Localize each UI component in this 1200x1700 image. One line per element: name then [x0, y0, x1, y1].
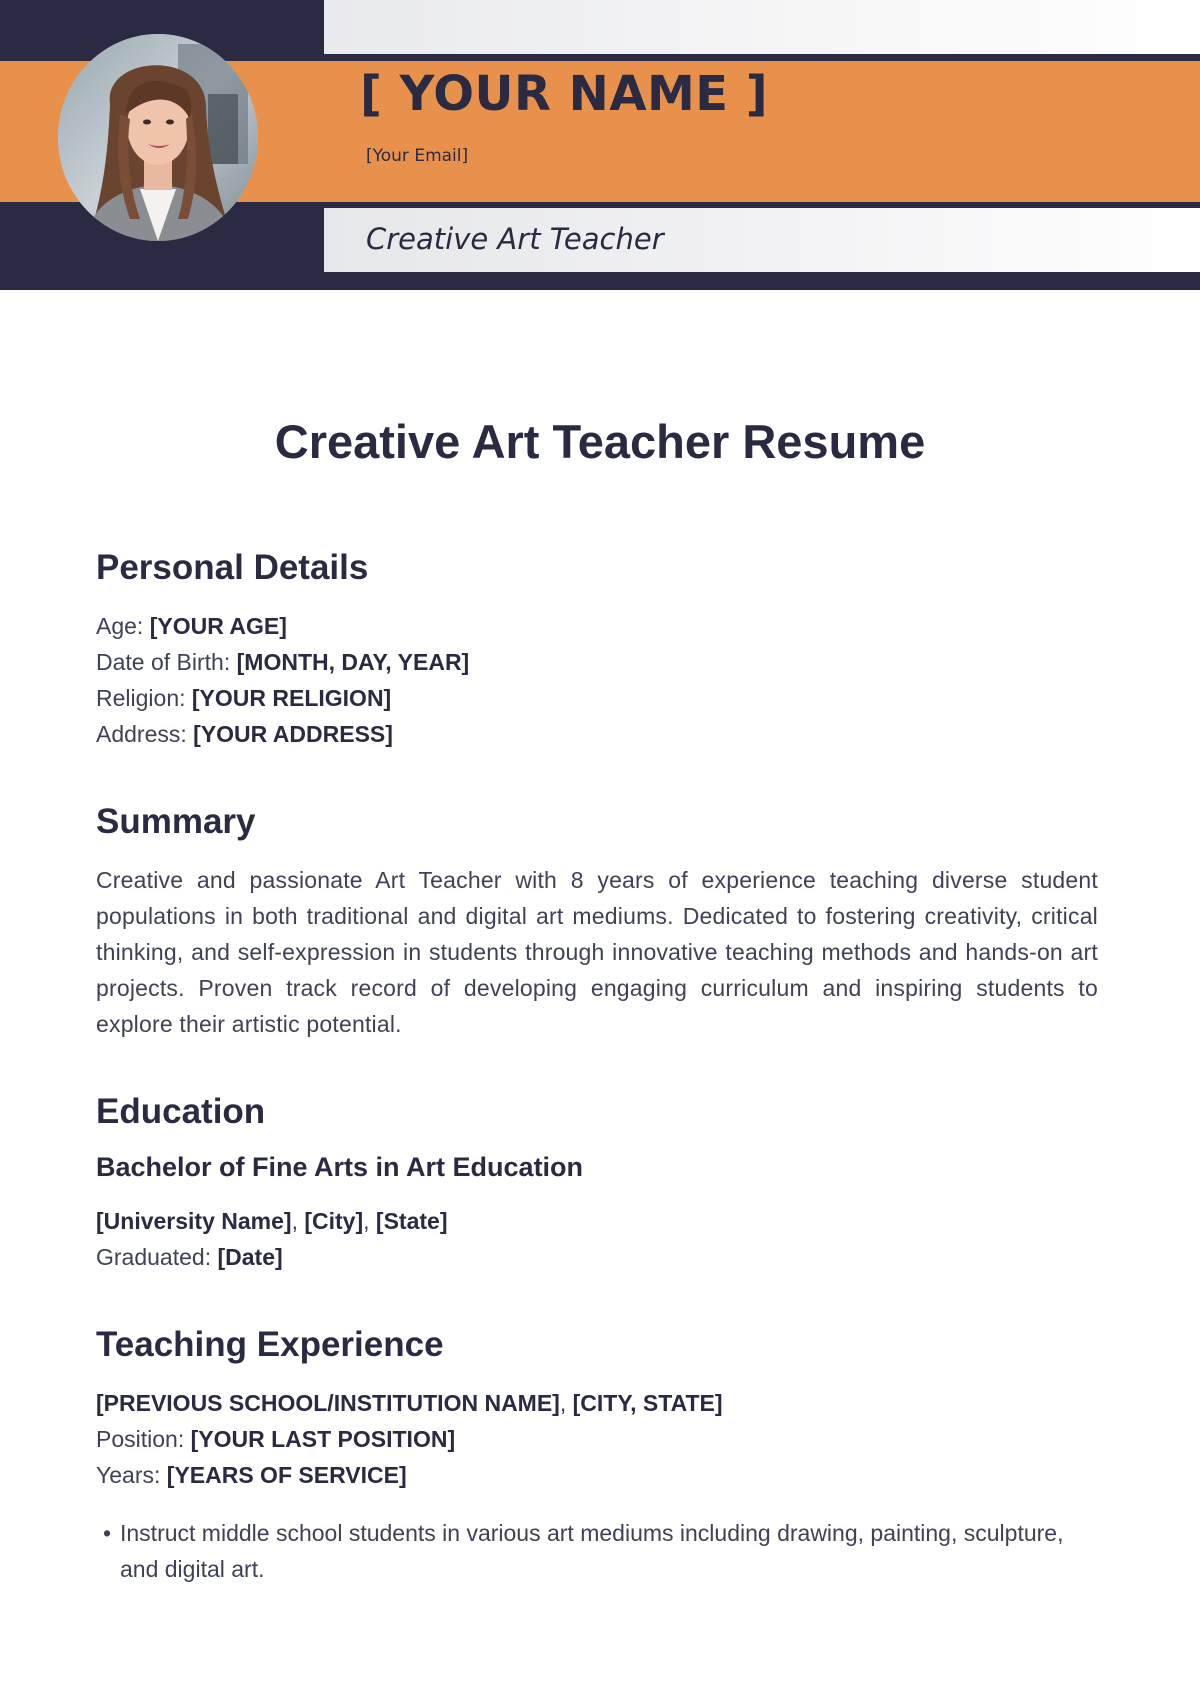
- responsibilities-list: [96, 1515, 1098, 1587]
- field-value: [YOUR RELIGION]: [191, 685, 392, 711]
- profile-photo: [58, 34, 258, 241]
- section-heading: Summary: [96, 802, 256, 841]
- section-heading: Personal Details: [96, 548, 369, 587]
- summary-section: [96, 802, 1098, 1042]
- resume-header: [0, 0, 1200, 290]
- field-label: Years:: [96, 1462, 161, 1488]
- field-label: Date of Birth:: [96, 649, 231, 675]
- header-top-band: [324, 0, 1200, 54]
- university-city: [City]: [304, 1208, 364, 1234]
- candidate-role: Creative Art Teacher: [366, 222, 664, 256]
- field-value: [YEARS OF SERVICE]: [166, 1462, 407, 1488]
- field-label: Position:: [96, 1426, 185, 1452]
- years-row: [96, 1457, 1098, 1493]
- field-value: [Date]: [217, 1244, 283, 1270]
- degree-title: Bachelor of Fine Arts in Art Education: [96, 1152, 584, 1182]
- university-state: [State]: [375, 1208, 448, 1234]
- field-value: [YOUR AGE]: [149, 613, 287, 639]
- field-label: Address:: [96, 721, 187, 747]
- section-heading: Teaching Experience: [96, 1325, 444, 1364]
- field-label: Age:: [96, 613, 144, 639]
- experience-section: [96, 1325, 1098, 1587]
- candidate-name: [ YOUR NAME ]: [360, 66, 769, 122]
- school-name: [PREVIOUS SCHOOL/INSTITUTION NAME]: [96, 1390, 560, 1416]
- religion-row: [96, 680, 1098, 716]
- field-value: [YOUR LAST POSITION]: [190, 1426, 456, 1452]
- age-row: [96, 608, 1098, 644]
- field-label: Graduated:: [96, 1244, 212, 1270]
- field-label: Religion:: [96, 685, 186, 711]
- position-row: [96, 1421, 1098, 1457]
- document-title: Creative Art Teacher Resume: [274, 415, 926, 468]
- education-section: [96, 1092, 1098, 1275]
- resume-body: [96, 548, 1098, 1637]
- personal-details-section: [96, 548, 1098, 752]
- graduated-row: [96, 1239, 1098, 1275]
- university-name: [University Name]: [96, 1208, 292, 1234]
- school-location: [CITY, STATE]: [572, 1390, 723, 1416]
- date-of-birth-row: [96, 644, 1098, 680]
- summary-paragraph: Creative and passionate Art Teacher with 8 years of experience teaching diverse student populations in both traditional and digital art mediums. Dedicated to fostering creativity, critical thinking, and self-expression in students through innovative teaching methods and hands-on art projects. Proven track record of developing engaging curriculum and inspiring students to explore their artistic potential.: [96, 867, 1098, 1037]
- candidate-email: [Your Email]: [366, 146, 469, 166]
- address-row: [96, 716, 1098, 752]
- field-value: [YOUR ADDRESS]: [193, 721, 393, 747]
- university-row: [University Name], [City], [State]: [96, 1208, 448, 1234]
- field-value: [MONTH, DAY, YEAR]: [236, 649, 470, 675]
- section-heading: Education: [96, 1092, 266, 1131]
- avatar: [58, 34, 258, 241]
- list-item: • Instruct middle school students in various art mediums including drawing, painting, sculpture, and digital art.: [96, 1515, 1098, 1587]
- school-row: [PREVIOUS SCHOOL/INSTITUTION NAME], [CITY, STATE]: [96, 1390, 723, 1416]
